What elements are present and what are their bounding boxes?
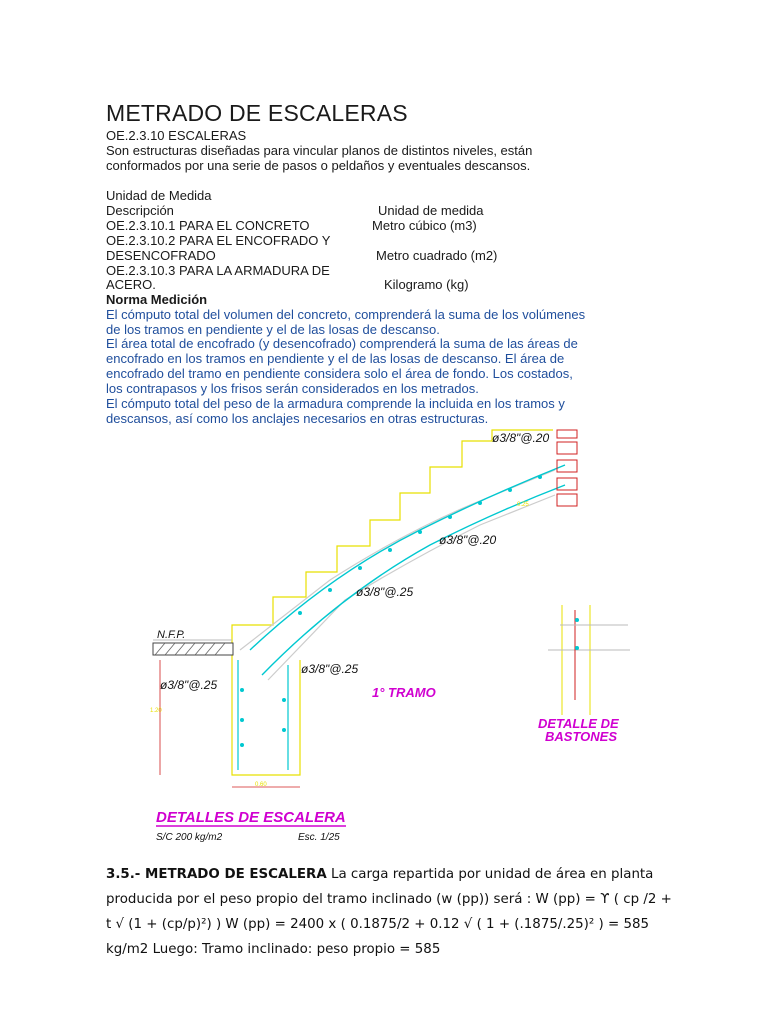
rebar-label-left: ø3/8"@.25 bbox=[160, 678, 218, 692]
detalle-bastones-label: DETALLE DE bbox=[538, 716, 619, 731]
metrado-text: La carga repartida por unidad de área en planta producida por el peso propio del tramo inclinado (w (pp)) será : W (pp) = ϒ ( cp /2 + t √ (1 + (cp/p)²) ) W (pp) = 2400 x ( 0.1875/2 + 0.12 √ ( 1 + (.1875/.25)² ) = 585 kg/m2 Luego: Tramo inclinado: peso propio = 585 bbox=[106, 867, 672, 957]
table-row-unit: Kilogramo (kg) bbox=[384, 277, 469, 292]
nfp-label: N.F.P. bbox=[157, 629, 186, 641]
bastones-detail bbox=[548, 605, 630, 715]
dim-label: 0.60 bbox=[255, 782, 267, 788]
step-section-boxes bbox=[557, 430, 577, 506]
rebar-label-low: ø3/8"@.25 bbox=[356, 585, 414, 599]
table-row-desc: OE.2.3.10.2 PARA EL ENCOFRADO Y bbox=[106, 233, 331, 248]
norma-line: de los tramos en pendiente y el de las losas de descanso. bbox=[106, 322, 440, 337]
table-row-desc: OE.2.3.10.3 PARA LA ARMADURA DE bbox=[106, 263, 330, 278]
rebar-label-bottom: ø3/8"@.25 bbox=[301, 662, 359, 676]
scale-label: Esc. 1/25 bbox=[298, 832, 340, 843]
table-col-desc: Descripción bbox=[106, 203, 174, 218]
table-row-unit: Metro cúbico (m3) bbox=[372, 218, 477, 233]
norma-heading: Norma Medición bbox=[106, 292, 208, 307]
norma-line: El área total de encofrado (y desencofrado) comprenderá la suma de las áreas de bbox=[106, 336, 578, 351]
slab-top-line bbox=[240, 470, 555, 650]
intro-line-1: Son estructuras diseñadas para vincular planos de distintos niveles, están bbox=[106, 143, 533, 158]
norma-line: El cómputo total del volumen del concreto, comprenderá la suma de los volúmenes bbox=[106, 307, 586, 322]
sc-label: S/C 200 kg/m2 bbox=[156, 832, 223, 843]
detalle-bastones-label: BASTONES bbox=[545, 729, 617, 744]
unit-heading: Unidad de Medida bbox=[106, 188, 212, 203]
stair-steps-outline bbox=[232, 430, 553, 648]
table-row-desc: OE.2.3.10.1 PARA EL CONCRETO bbox=[106, 218, 310, 233]
rebar-dots bbox=[240, 475, 542, 747]
table-row-desc: DESENCOFRADO bbox=[106, 248, 216, 263]
detalles-escalera-title: DETALLES DE ESCALERA bbox=[156, 809, 346, 826]
metrado-paragraph bbox=[106, 862, 681, 962]
norma-line: los contrapasos y los frisos serán considerados en los metrados. bbox=[106, 381, 479, 396]
footing-outline bbox=[232, 648, 300, 775]
table-row-desc: ACERO. bbox=[106, 277, 156, 292]
section-code: OE.2.3.10 ESCALERAS bbox=[106, 128, 247, 143]
dim-label: 0.25 bbox=[517, 502, 529, 508]
rebar-label-top: ø3/8"@.20 bbox=[492, 431, 550, 445]
page-title: METRADO DE ESCALERAS bbox=[106, 100, 408, 126]
table-row-unit: Metro cuadrado (m2) bbox=[376, 248, 498, 263]
rebar-label-mid: ø3/8"@.20 bbox=[439, 533, 497, 547]
tramo-label: 1° TRAMO bbox=[372, 685, 436, 700]
intro-line-2: conformados por una serie de pasos o peldaños y eventuales descansos. bbox=[106, 158, 531, 173]
dim-label: 1.20 bbox=[150, 708, 162, 714]
norma-line: encofrado en los tramos en pendiente y el de las losas de descanso. El área de bbox=[106, 351, 565, 366]
metrado-heading: 3.5.- METRADO DE ESCALERA bbox=[106, 867, 327, 882]
table-col-unit: Unidad de medida bbox=[378, 203, 484, 218]
norma-line: El cómputo total del peso de la armadura comprende la incluida en los tramos y bbox=[106, 396, 565, 411]
rebar-line bbox=[262, 485, 565, 675]
norma-line: descansos, así como los anclajes necesarios en otras estructuras. bbox=[106, 411, 489, 426]
norma-line: encofrado del tramo en pendiente considera solo el área de fondo. Los costados, bbox=[106, 366, 573, 381]
